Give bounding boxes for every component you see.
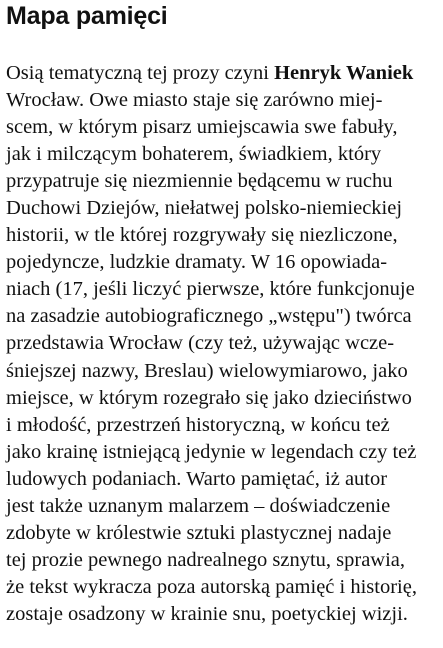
text-line: scem, w którym pisarz umiejscawia swe fabuły, xyxy=(6,116,398,139)
text-line: niach (17, jeśli liczyć pierwsze, które funkcjonuje xyxy=(6,278,415,301)
text-fragment: Osią tematyczną tej prozy czyni xyxy=(6,62,275,84)
text-line: miejsce, w którym rozegrało się jako dzieciństwo xyxy=(6,386,412,409)
text-line: zostaje osadzony w krainie snu, poetyckiej wizji. xyxy=(6,602,408,625)
text-line: tej prozie pewnego nadrealnego sznytu, sprawia, xyxy=(6,548,406,571)
author-name: Henryk Waniek xyxy=(274,62,414,84)
text-line: i młodość, przestrzeń historyczną, w końcu też xyxy=(6,413,390,436)
text-line: jako krainę istniejącą jedynie w legendach czy też xyxy=(6,440,417,463)
text-line: Wrocław. Owe miasto staje się zarówno miej- xyxy=(6,89,383,112)
text-line: historii, w tle której rozgrywały się niezliczone, xyxy=(6,224,398,247)
text-line xyxy=(6,60,442,87)
text-line: Duchowi Dziejów, niełatwej polsko-niemieckiej xyxy=(6,197,403,220)
text-line: ludowych podaniach. Warto pamiętać, iż autor xyxy=(6,467,388,490)
text-line: pojedyncze, ludzkie dramaty. W 16 opowiada- xyxy=(6,251,388,274)
text-line: jak i milczącym bohaterem, świadkiem, który xyxy=(6,143,382,166)
text-line: jest także uznanym malarzem – doświadczenie xyxy=(6,494,391,517)
text-line: że tekst wykracza poza autorską pamięć i historię, xyxy=(6,575,417,598)
text-line: zdobyte w królestwie sztuki plastycznej nadaje xyxy=(6,521,392,544)
text-line: przypatruje się niezmiennie będącemu w ruchu xyxy=(6,170,393,193)
text-line: przedstawia Wrocław (czy też, używając wcze- xyxy=(6,332,395,355)
text-line: śniejszej nazwy, Breslau) wielowymiarowo, jako xyxy=(6,359,408,382)
article-body xyxy=(6,60,442,628)
text-line: na zasadzie autobiograficznego „wstępu") twórca xyxy=(6,305,412,328)
article-title: Mapa pamięci xyxy=(6,2,168,30)
